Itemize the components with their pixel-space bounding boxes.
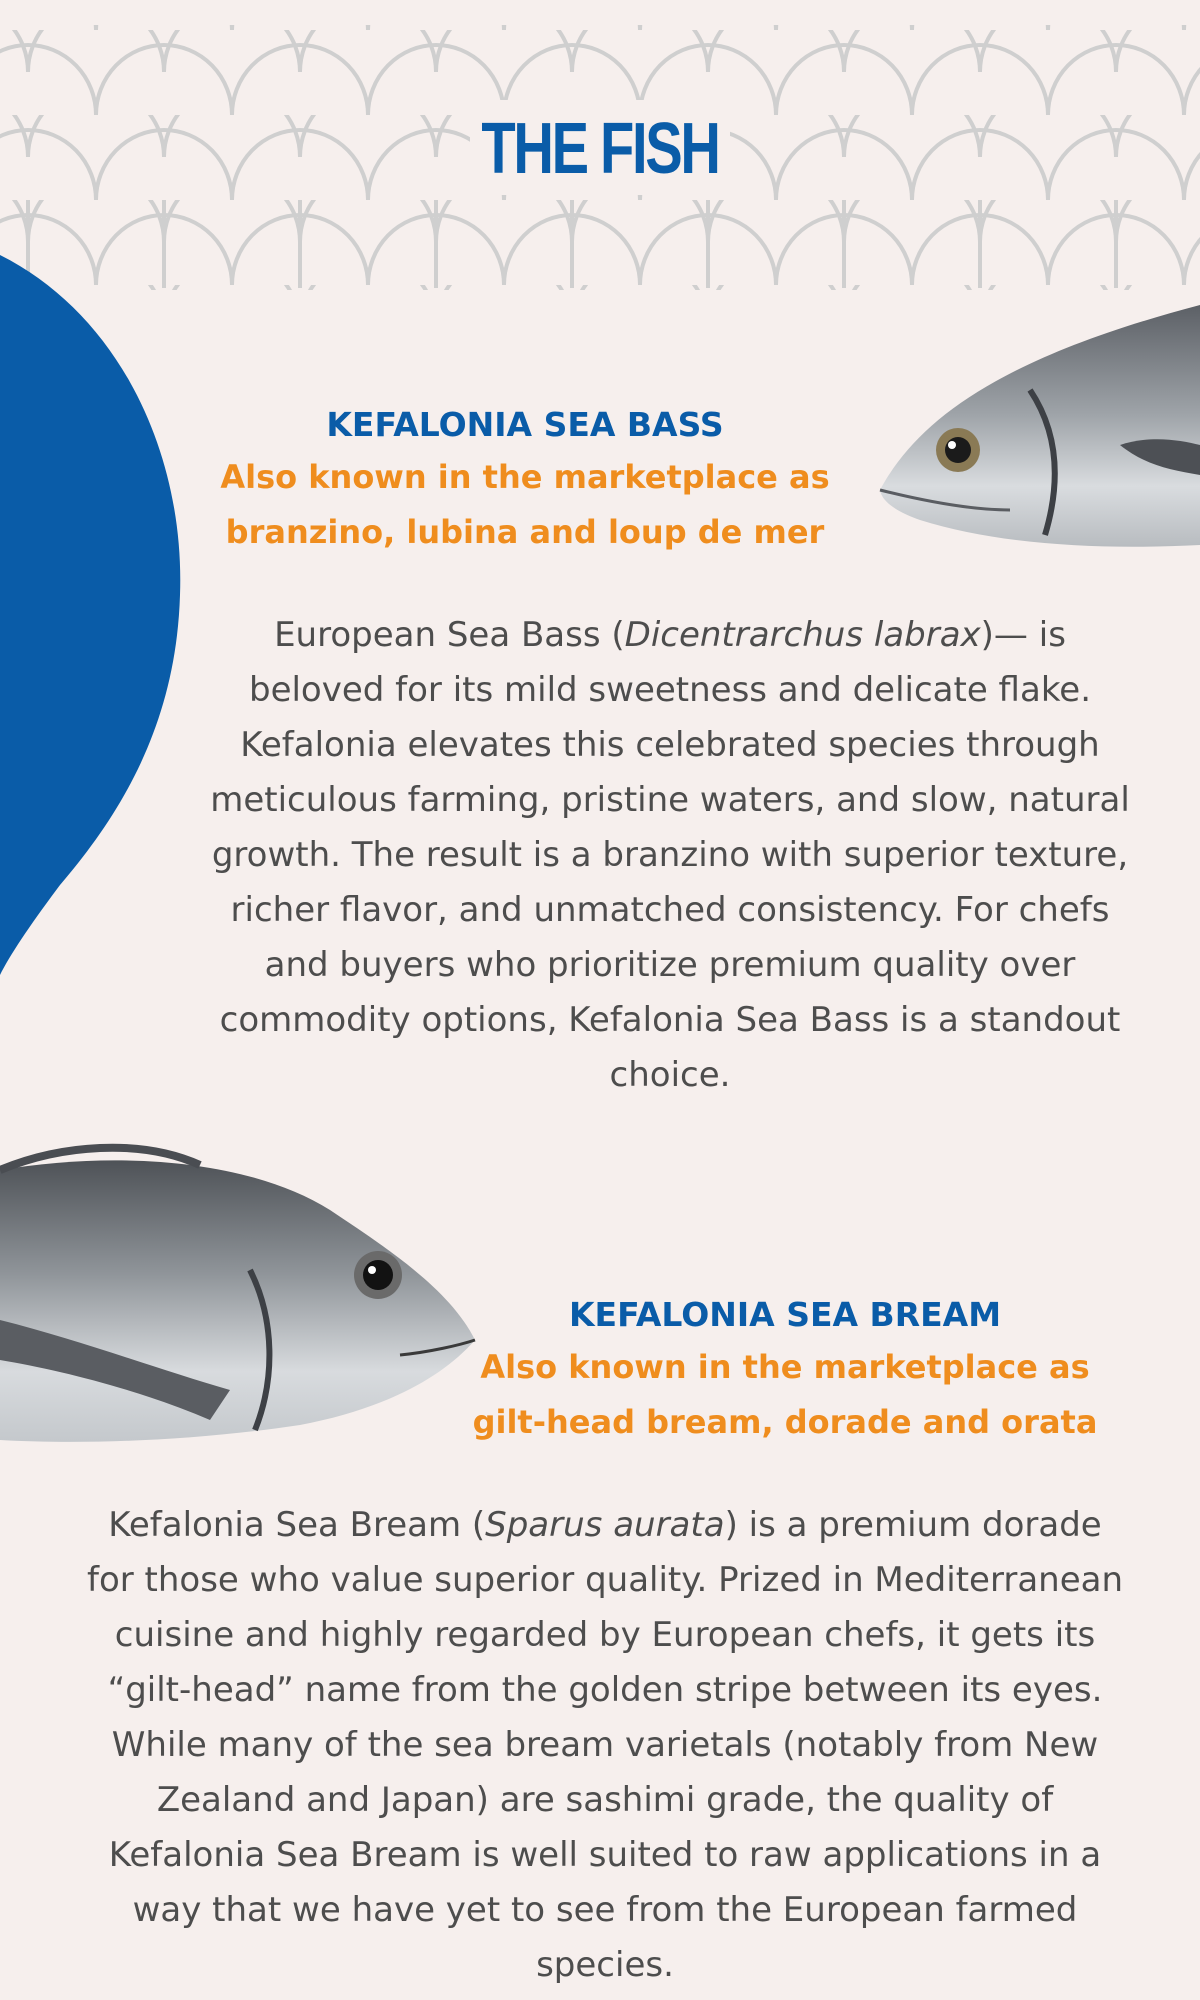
sea-bass-fish-icon [860, 295, 1200, 555]
sea-bream-fish-icon [0, 1140, 480, 1490]
sea-bass-latin-name: Dicentrarchus labrax [624, 615, 981, 655]
sea-bass-description [210, 608, 1130, 1103]
sea-bass-title: KEFALONIA SEA BASS [326, 405, 724, 444]
sea-bream-title: KEFALONIA SEA BREAM [568, 1295, 1002, 1334]
page-title: THE FISH [481, 109, 719, 189]
sea-bream-desc-rest: ) is a premium dorade for those who value superior quality. Prized in Mediterranean cuisine and highly regarded by European chefs, it gets its “gilt-head” name from the golden stripe between its eyes. While many of the sea bream varietals (notably from New Zealand and Japan) are sashimi grade, the quality of Kefalonia Sea Bream is well suited to raw applications in a way that we have yet to see from the European farmed species. [86, 1505, 1124, 1985]
sea-bass-desc-rest: )— is beloved for its mild sweetness and delicate flake. Kefalonia elevates this celebrated species through meticulous farming, pristine waters, and slow, natural growth. The result is a branzino with superior texture, richer flavor, and unmatched consistency. For chefs and buyers who prioritize premium quality over commodity options, Kefalonia Sea Bass is a standout choice. [210, 615, 1130, 1095]
sea-bass-heading [220, 400, 830, 560]
sea-bream-aka-line-2: gilt-head bream, dorade and orata [472, 1403, 1098, 1441]
sea-bass-aka-line-2: branzino, lubina and loup de mer [225, 513, 825, 551]
sea-bass-desc-start: European Sea Bass ( [274, 615, 625, 655]
blue-circle-decoration [0, 255, 190, 995]
sea-bream-latin-name: Sparus aurata [485, 1505, 725, 1545]
sea-bream-aka-line-1: Also known in the marketplace as [480, 1348, 1090, 1386]
sea-bass-aka-line-1: Also known in the marketplace as [220, 458, 830, 496]
sea-bream-desc-start: Kefalonia Sea Bream ( [108, 1505, 486, 1545]
sea-bream-heading [470, 1290, 1100, 1450]
sea-bream-description [80, 1498, 1130, 1993]
